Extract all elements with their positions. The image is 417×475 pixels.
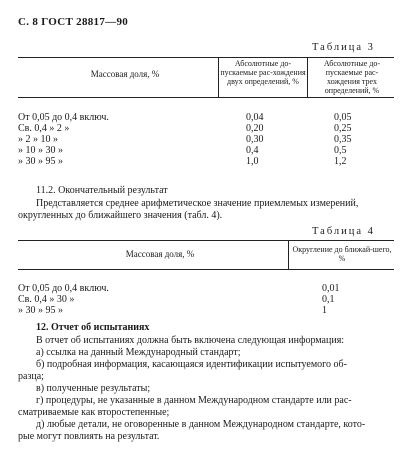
section-12-line-5: в) полученные результаты; xyxy=(36,383,151,394)
table-3-row-3-range: » 2 » 10 » xyxy=(18,134,58,145)
table-3-caption: Таблица 3 xyxy=(312,42,375,53)
section-12-line-6: г) процедуры, не указанные в данном Международном стандарте или рас- xyxy=(36,395,352,406)
table-3-row-4-range: » 10 » 30 » xyxy=(18,145,63,156)
section-12-line-8: д) любые детали, не оговоренные в данном Международном стандарте, кото- xyxy=(36,419,366,430)
table-3-row-3-two: 0,30 xyxy=(246,134,264,145)
table-4-row-2-rounding: 0,1 xyxy=(322,294,335,305)
table-3-row-1-range: От 0,05 до 0,4 включ. xyxy=(18,112,109,123)
section-12-line-1: В отчет об испытаниях должна быть включена следующая информация: xyxy=(36,335,345,346)
table-3-header-rule xyxy=(18,97,394,98)
table-3-divider-1 xyxy=(218,57,219,97)
table-3-header-mass: Массовая доля, % xyxy=(90,69,160,79)
section-11-2-line-1: Представляется среднее арифметическое значение приемлемых измерений, xyxy=(36,198,359,209)
table-3-row-3-three: 0,35 xyxy=(334,134,352,145)
table-3-row-2-range: Св. 0,4 » 2 » xyxy=(18,123,70,134)
section-11-2-line-2: округленных до ближайшего значения (табл. 4). xyxy=(18,210,223,221)
table-3-row-5-range: » 30 » 95 » xyxy=(18,156,63,167)
table-3-row-1-three: 0,05 xyxy=(334,112,352,123)
table-3-header-two: Абсолютные до-пускаемые рас-хождения двух определений, % xyxy=(220,59,306,86)
table-3-divider-2 xyxy=(307,57,308,97)
table-3-row-1-two: 0,04 xyxy=(246,112,264,123)
table-3-row-4-three: 0,5 xyxy=(334,145,347,156)
page-header: С. 8 ГОСТ 28817—90 xyxy=(18,16,129,28)
table-3-row-5-two: 1,0 xyxy=(246,156,259,167)
section-12-line-2: а) ссылка на данный Международный стандарт; xyxy=(36,347,241,358)
table-4-top-rule xyxy=(18,240,394,241)
table-4-caption: Таблица 4 xyxy=(312,226,375,237)
section-12-line-3: б) подробная информация, касающаяся идентификации испытуемого об- xyxy=(36,359,347,370)
table-3-row-4-two: 0,4 xyxy=(246,145,259,156)
table-4-row-2-range: Св. 0,4 » 30 » xyxy=(18,294,75,305)
table-4-header-mass: Массовая доля, % xyxy=(125,249,195,259)
table-3-row-2-three: 0,25 xyxy=(334,123,352,134)
section-12-line-9: рые могут повлиять на результат. xyxy=(18,431,160,442)
table-4-row-3-range: » 30 » 95 » xyxy=(18,305,63,316)
table-3-header-three: Абсолютные до-пускаемые рас-хождения трех определений, % xyxy=(323,59,381,95)
section-12-title: 12. Отчет об испытаниях xyxy=(36,322,150,333)
section-11-2-title: 11.2. Окончательный результат xyxy=(36,185,168,196)
table-4-row-1-range: От 0,05 до 0,4 включ. xyxy=(18,283,109,294)
table-3-top-rule xyxy=(18,57,394,58)
table-3-row-2-two: 0,20 xyxy=(246,123,264,134)
table-4-row-3-rounding: 1 xyxy=(322,305,327,316)
table-4-header-rule xyxy=(18,269,394,270)
section-12-line-4: разца; xyxy=(18,371,44,382)
table-4-header-rounding: Округление до ближай-шего, % xyxy=(292,245,392,263)
section-12-line-7: сматриваемые как второстепенные; xyxy=(18,407,170,418)
table-4-row-1-rounding: 0,01 xyxy=(322,283,340,294)
table-3-row-5-three: 1,2 xyxy=(334,156,347,167)
table-4-divider xyxy=(288,240,289,269)
